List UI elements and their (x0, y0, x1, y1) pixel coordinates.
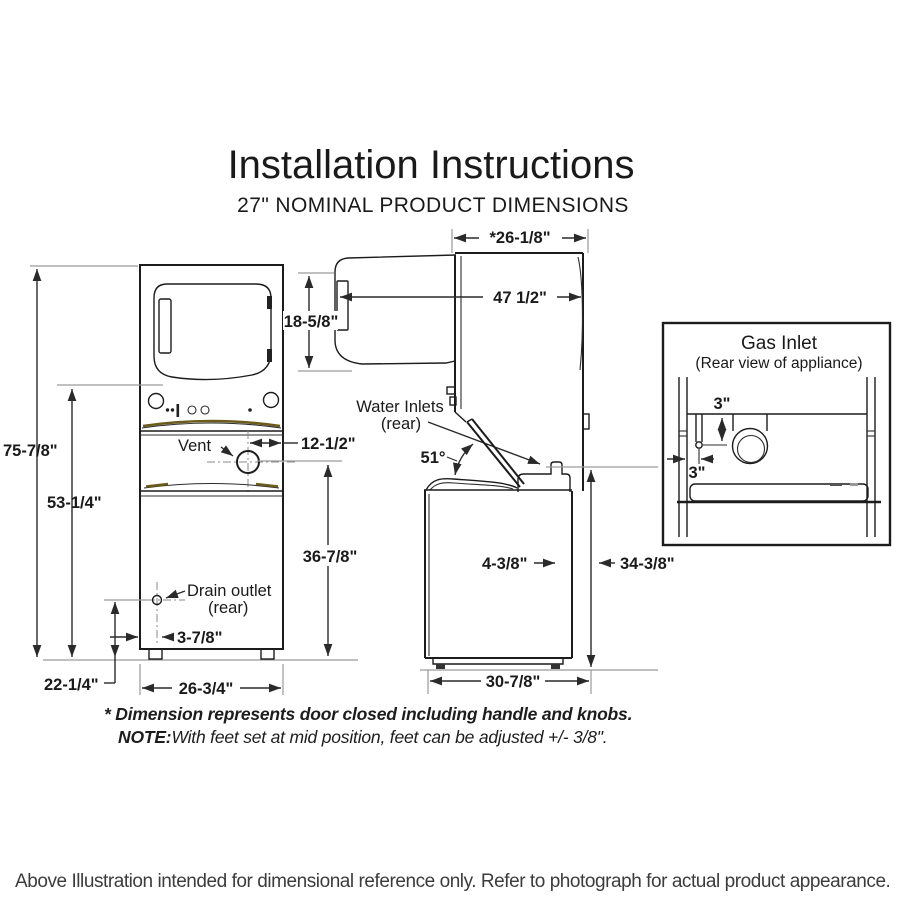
dim-front-width: 26-3/4" (178, 680, 234, 698)
lid-angle-label: 51° (420, 449, 446, 467)
drain-outlet-sub: (rear) (208, 599, 249, 617)
dim-total-height: 75-7/8" (3, 442, 58, 460)
selector-bar (177, 404, 180, 417)
dim-vent-height: 36-7/8" (302, 548, 358, 566)
indicator-dot (171, 408, 174, 411)
water-inlets-label: Water Inlets (356, 398, 444, 416)
gas-inlet-title: Gas Inlet (740, 333, 818, 354)
dim-vent-offset: 12-1/2" (301, 435, 356, 453)
open-dryer-door (335, 255, 456, 364)
gas-inlet-box (663, 323, 890, 545)
dim-inlet-offset: 4-3/8" (482, 555, 528, 573)
dim-door-open-depth: 47 1/2" (493, 289, 547, 307)
open-lid-cap (467, 419, 472, 422)
dim-washer-width: 30-7/8" (485, 673, 541, 691)
indicator-dot (248, 408, 252, 412)
dim-drain-offset: 3-7/8" (177, 629, 223, 647)
upper-cabinet-front-slope (455, 412, 466, 422)
vent-leader-arrow (221, 447, 233, 456)
dryer-door-hinge-top (267, 296, 272, 309)
note-feet-text: With feet set at mid position, feet can be adjusted +/- 3/8". (171, 727, 608, 747)
dim-depth: *26-1/8" (489, 229, 551, 247)
shelf-mark (850, 483, 858, 486)
water-inlets-sub: (rear) (380, 415, 422, 433)
small-button (188, 406, 196, 414)
left-knob (149, 394, 164, 409)
dim-washer-top-height: 53-1/4" (47, 494, 102, 512)
washer-left-foot (436, 664, 445, 669)
drain-leader-arrow (166, 591, 185, 598)
lid-angle-leader (447, 457, 457, 461)
drain-outlet-label: Drain outlet (187, 582, 272, 600)
front-left-foot (149, 649, 162, 659)
open-door-handle (337, 281, 348, 330)
upper-cabinet-side-contour (578, 257, 582, 370)
open-lid-front (467, 422, 520, 487)
washer-right-foot (551, 664, 560, 669)
dim-washer-height: 34-3/8" (620, 555, 675, 573)
dryer-door-handle (159, 299, 171, 353)
right-knob (264, 393, 279, 408)
open-lid-back (472, 419, 524, 484)
note-feet (104, 726, 632, 749)
shelf-mark (830, 483, 842, 486)
dim-drain-height: 22-1/4" (44, 676, 99, 694)
notes-block (104, 703, 632, 749)
footer-disclaimer: Above Illustration intended for dimensional reference only. Refer to photograph for actual product appearance. (15, 871, 891, 892)
front-latch-upper (447, 387, 455, 394)
lid-angle-arc (455, 444, 473, 475)
page-title: Installation Instructions (227, 143, 635, 187)
note-label: NOTE: (118, 727, 172, 747)
indicator-dot (166, 408, 169, 411)
gas-dim-vertical: 3" (713, 395, 731, 413)
small-button (201, 406, 209, 414)
vent-label: Vent (178, 437, 212, 455)
front-right-foot (261, 649, 274, 659)
dryer-door-hinge-bottom (267, 349, 272, 362)
note-dimension: * Dimension represents door closed including handle and knobs. (104, 704, 633, 724)
page-subtitle: 27" NOMINAL PRODUCT DIMENSIONS (237, 194, 629, 217)
gas-dim-horizontal: 3" (688, 464, 706, 482)
dim-door-height: 18-5/8" (283, 313, 339, 331)
gas-inlet-subtitle: (Rear view of appliance) (695, 355, 863, 372)
